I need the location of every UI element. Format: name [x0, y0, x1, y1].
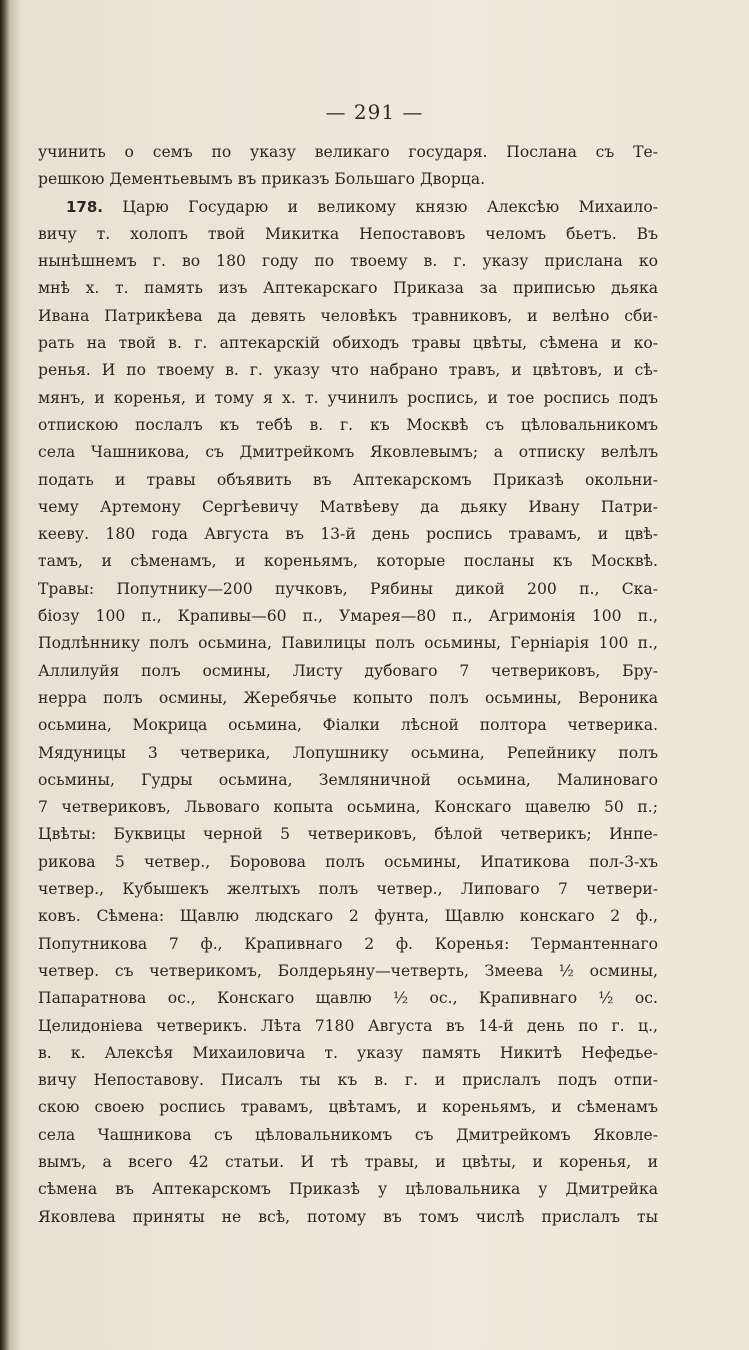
text-line: Цвѣты: Буквицы черной 5 четвериковъ, бѣлой четверикъ; Инпе- [38, 825, 658, 844]
text-line: решкою Дементьевымъ въ приказъ Большаго Дворца. [38, 170, 486, 189]
text-line: осьмина, Мокрица осьмина, Фіалки лѣсной полтора четверика. [38, 716, 658, 735]
text-line: мнѣ х. т. память изъ Аптекарскаго Приказа за приписью дьяка [38, 279, 658, 298]
text-line: сѣмена въ Аптекарскомъ Приказѣ у цѣловальника у Дмитрейка [38, 1180, 658, 1199]
text-line: мянъ, и коренья, и тому я х. т. учинилъ роспись, и тое роспись подъ [38, 388, 658, 407]
text-line: скою своею роспись травамъ, цвѣтамъ, и кореньямъ, и сѣменамъ [38, 1098, 658, 1117]
text-line: вичу Непоставову. Писалъ ты къ в. г. и прислалъ подъ отпи- [38, 1071, 658, 1090]
text-line: вичу т. холопъ твой Микитка Непоставовъ челомъ бьетъ. Въ [38, 224, 658, 243]
text-line: біозу 100 п., Крапивы—60 п., Умарея—80 п., Агримонія 100 п., [38, 607, 658, 626]
text-line: Царю Государю и великому князю Алексѣю Михаило- [122, 197, 658, 216]
text-line: 7 четвериковъ, Львоваго копыта осьмина, Конскаго щавелю 50 п.; [38, 798, 658, 817]
text-line: в. к. Алексѣя Михаиловича т. указу память Никитѣ Нефедье- [38, 1043, 658, 1062]
entry-first-line [38, 194, 658, 221]
text-line: вымъ, а всего 42 статьи. И тѣ травы, и цвѣты, и коренья, и [38, 1152, 658, 1171]
text-line: ренья. И по твоему в. г. указу что набрано травъ, и цвѣтовъ, и сѣ- [38, 361, 658, 380]
text-line: подать и травы объявить въ Аптекарскомъ Приказѣ окольни- [38, 470, 658, 489]
text-line: Попутникова 7 ф., Крапивнаго 2 ф. Коренья: Термантеннаго [38, 934, 658, 953]
body-text [38, 139, 658, 1231]
text-line: Папаратнова ос., Конскаго щавлю ½ ос., Крапивнаго ½ ос. [38, 989, 658, 1008]
text-line: тамъ, и сѣменамъ, и кореньямъ, которые посланы къ Москвѣ. [38, 552, 658, 571]
text-line: Ивана Патрикѣева да девять человѣкъ травниковъ, и велѣно сби- [38, 306, 658, 325]
text-line: Аллилуйя полъ осмины, Листу дубоваго 7 четвериковъ, Бру- [38, 661, 658, 680]
text-line: Мядуницы 3 четверика, Лопушнику осьмина, Репейнику полъ [38, 743, 658, 762]
text-line: ковъ. Сѣмена: Щавлю людскаго 2 фунта, Щавлю конскаго 2 ф., [38, 907, 658, 926]
text-line: Подлѣннику полъ осьмина, Павилицы полъ осьмины, Герніарія 100 п., [38, 634, 658, 653]
text-line: Целидоніева четверикъ. Лѣта 7180 Августа въ 14-й день по г. ц., [38, 1016, 658, 1035]
text-line: четвер. съ четверикомъ, Болдерьяну—четверть, Змеева ½ осмины, [38, 961, 658, 980]
text-line: Яковлева приняты не всѣ, потому въ томъ числѣ прислалъ ты [38, 1207, 658, 1226]
text-line: учинить о семъ по указу великаго государя. Послана съ Те- [38, 143, 658, 161]
text-line: нерра полъ осмины, Жеребячье копыто полъ осьмины, Вероника [38, 688, 658, 707]
text-line: отпискою послалъ къ тебѣ в. г. къ Москвѣ съ цѣловальникомъ [38, 415, 658, 434]
text-line: рикова 5 четвер., Боровова полъ осьмины, Ипатикова пол-3-хъ [38, 852, 658, 871]
text-line: нынѣшнемъ г. во 180 году по твоему в. г. указу прислана ко [38, 252, 658, 271]
text-line: кееву. 180 года Августа въ 13-й день роспись травамъ, и цвѣ- [38, 525, 658, 544]
text-line: четвер., Кубышекъ желтыхъ полъ четвер., Липоваго 7 четвери- [38, 880, 658, 899]
page-number: — 291 — [325, 100, 424, 124]
entry-number: 178. [66, 197, 104, 216]
text-line: осьмины, Гудры осьмина, Земляничной осьмина, Малиноваго [38, 770, 658, 789]
text-line: чему Артемону Сергѣевичу Матвѣеву да дьяку Ивану Патри- [38, 497, 658, 516]
text-line: Травы: Попутнику—200 пучковъ, Рябины дикой 200 п., Ска- [38, 579, 658, 598]
text-line: рать на твой в. г. аптекарскій обиходъ травы цвѣты, сѣмена и ко- [38, 334, 658, 353]
text-line: села Чашникова, съ Дмитрейкомъ Яковлевымъ; а отписку велѣлъ [38, 443, 658, 462]
text-line: села Чашникова съ цѣловальникомъ съ Дмитрейкомъ Яковле- [38, 1125, 658, 1144]
